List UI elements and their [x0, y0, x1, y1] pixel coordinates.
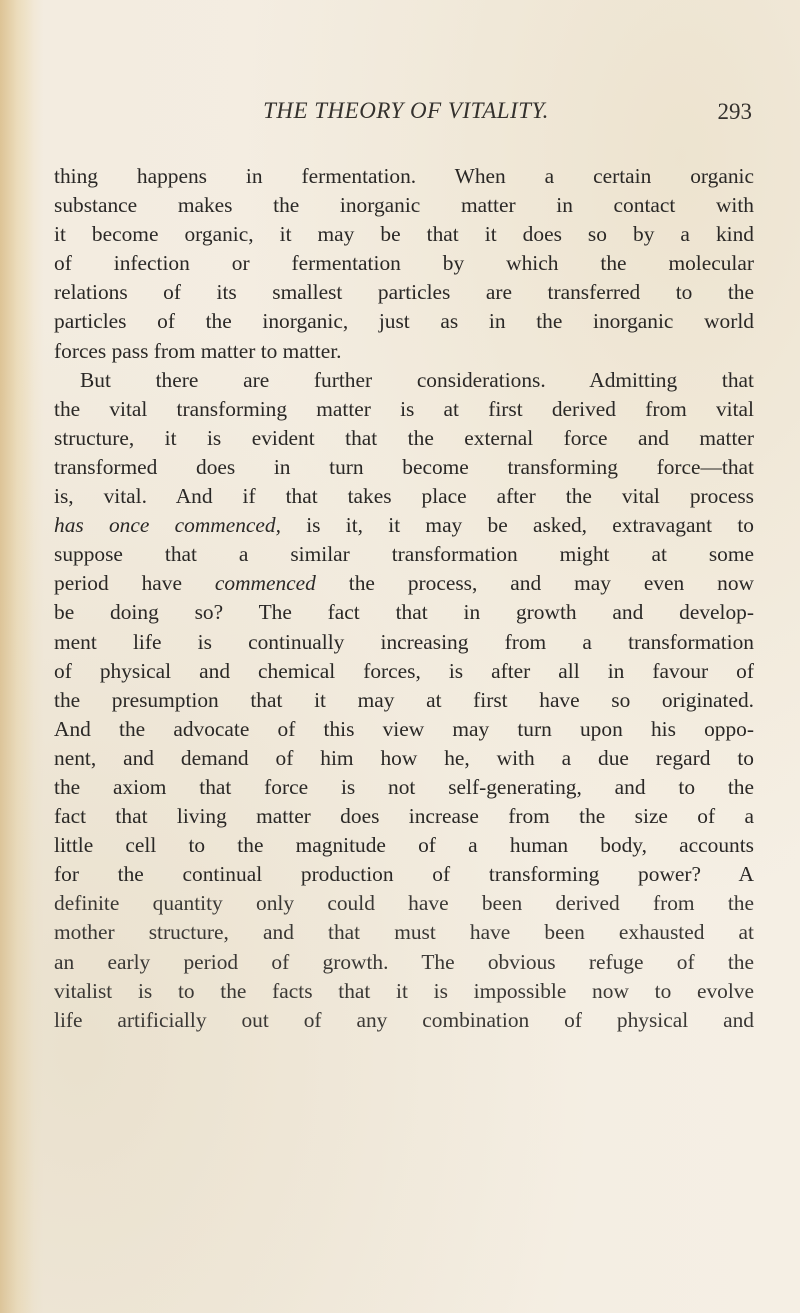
text-line: transformed does in turn become transforming force—that [54, 454, 754, 479]
text-line: mother structure, and that must have been exhausted at [54, 920, 754, 945]
text-line: little cell to the magnitude of a human body, accounts [54, 833, 754, 858]
text-line: But there are further considerations. Admitting that [80, 367, 754, 392]
page-number: 293 [717, 99, 752, 124]
text-line [54, 569, 754, 598]
text-span: is it, it may be asked, extravagant to [280, 513, 754, 538]
text-line: for the continual production of transforming power? A [54, 862, 754, 887]
text-line: an early period of growth. The obvious refuge of the [54, 949, 754, 974]
text-line: be doing so? The fact that in growth and develop- [54, 600, 754, 625]
text-line: thing happens in fermentation. When a certain organic [54, 164, 754, 188]
text-line: it become organic, it may be that it does so by a kind [54, 222, 754, 247]
page-gutter-shading [0, 0, 34, 1313]
text-line: definite quantity only could have been derived from the [54, 891, 754, 916]
text-span: period have [54, 571, 215, 596]
text-line: relations of its smallest particles are transferred to the [54, 280, 754, 305]
text-line: nent, and demand of him how he, with a due regard to [54, 745, 754, 770]
text-line [54, 511, 754, 540]
italic-phrase: commenced [214, 571, 316, 596]
book-page [54, 92, 758, 1035]
running-head [54, 92, 758, 136]
text-line: structure, it is evident that the external force and matter [54, 425, 754, 450]
text-line: the vital transforming matter is at first derived from vital [54, 396, 754, 421]
text-line: fact that living matter does increase from the size of a [54, 804, 754, 829]
text-line: substance makes the inorganic matter in contact with [54, 193, 754, 218]
running-title: THE THEORY OF VITALITY. [263, 98, 549, 123]
text-line: suppose that a similar transformation might at some [54, 542, 754, 567]
text-line: particles of the inorganic, just as in the inorganic world [54, 309, 754, 334]
text-line: life artificially out of any combination of physical and [54, 1007, 754, 1032]
text-line: is, vital. And if that takes place after the vital process [54, 484, 754, 509]
text-line: ment life is continually increasing from a transformation [54, 629, 754, 654]
text-line: the axiom that force is not self-generating, and to the [54, 774, 754, 799]
text-span: the process, and may even now [315, 571, 754, 596]
italic-phrase: has once commenced, [54, 513, 281, 538]
text-line: forces pass from matter to matter. [54, 338, 342, 363]
text-line: vitalist is to the facts that it is impossible now to evolve [54, 978, 754, 1003]
body-text [54, 162, 754, 1035]
text-line: And the advocate of this view may turn upon his oppo- [54, 716, 754, 741]
text-line: of infection or fermentation by which the molecular [54, 251, 754, 276]
text-line: the presumption that it may at first have so originated. [54, 687, 754, 712]
text-line: of physical and chemical forces, is after all in favour of [54, 658, 754, 683]
